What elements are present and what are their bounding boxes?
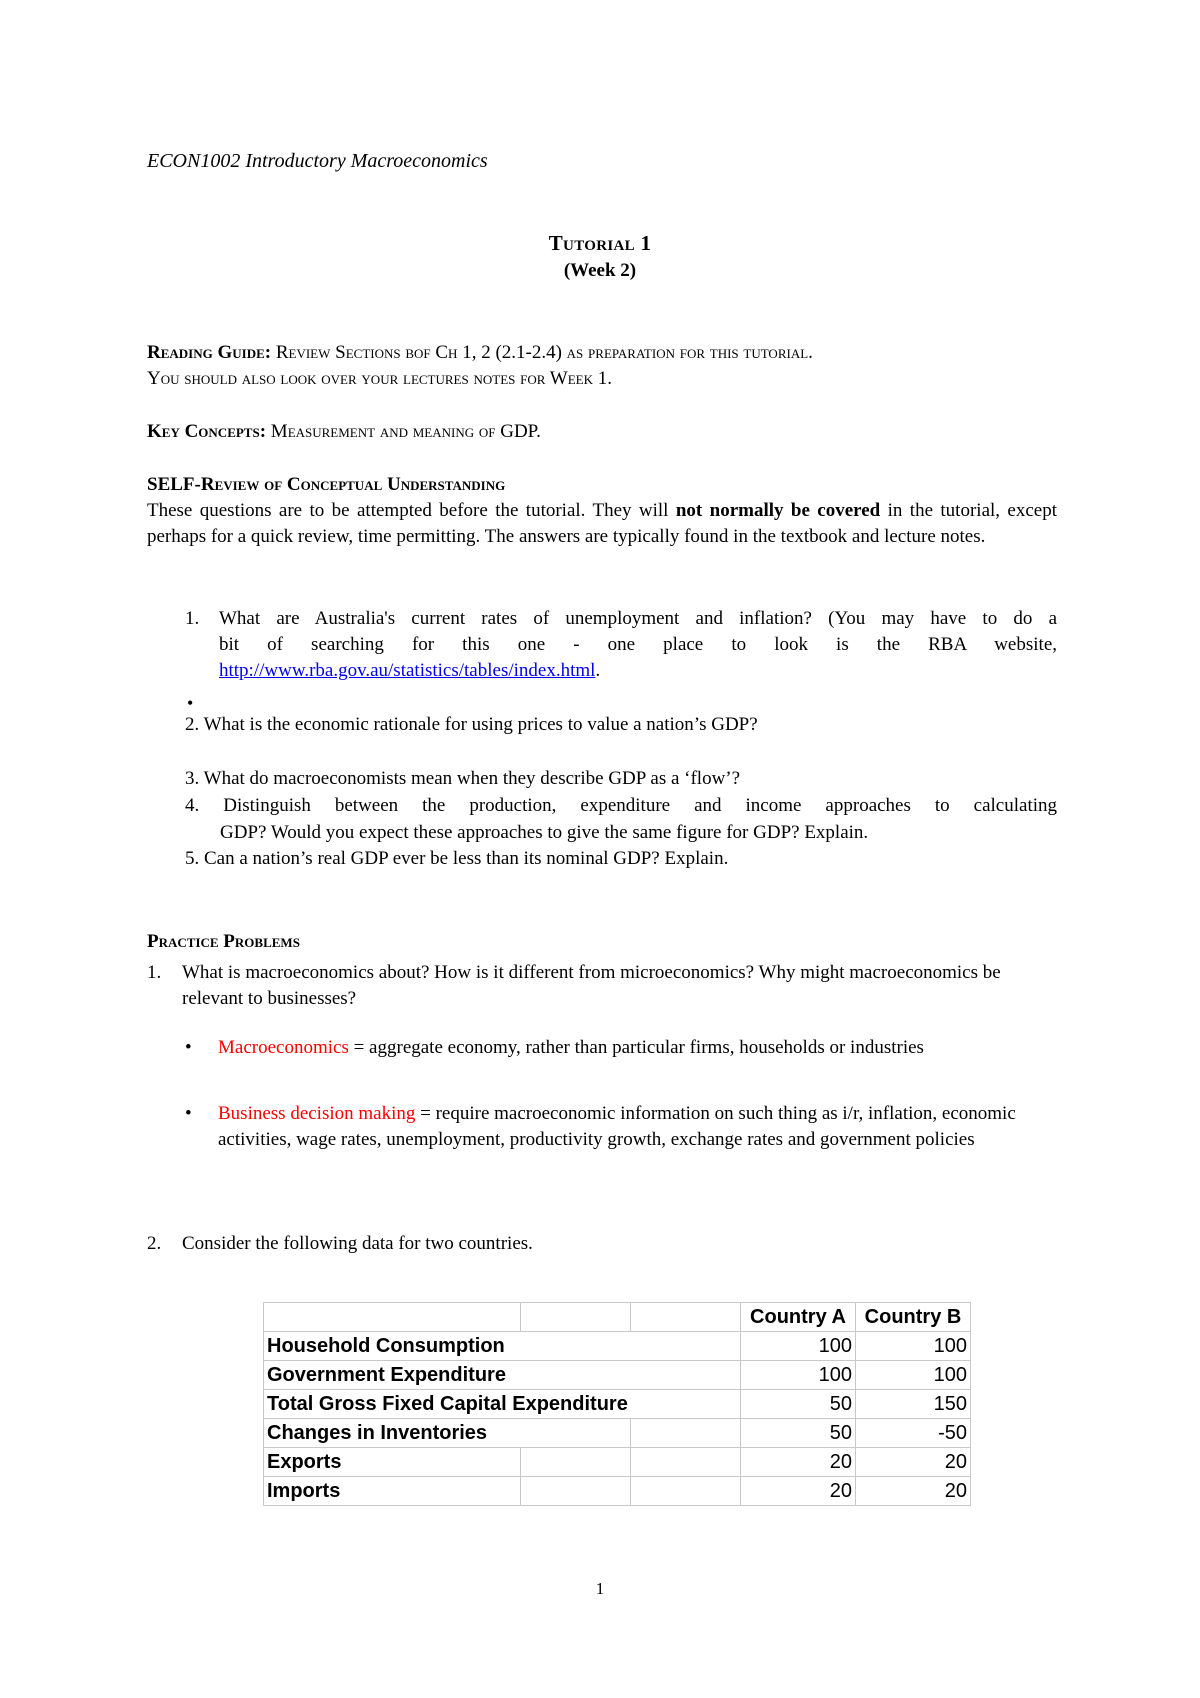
row-label: Government Expenditure <box>264 1361 741 1390</box>
self-review-question-4: 4. Distinguish between the production, expenditure and income approaches to calculating <box>185 795 1057 816</box>
reading-guide-text-2: You should also look over your lectures notes for Week 1. <box>147 368 613 389</box>
country-a-value: 100 <box>741 1332 856 1361</box>
row-label: Total Gross Fixed Capital Expenditure <box>264 1390 741 1419</box>
bullet-text <box>218 1035 1045 1061</box>
row-label: Changes in Inventories <box>264 1419 631 1448</box>
question-1-end: . <box>595 660 601 681</box>
country-b-value: 150 <box>856 1390 971 1419</box>
row-label: Household Consumption <box>264 1332 741 1361</box>
self-review-intro-bold: not normally be covered <box>675 500 881 521</box>
self-review-question-5: 5. Can a nation’s real GDP ever be less than its nominal GDP? Explain. <box>185 848 729 869</box>
self-review-intro-a: These questions are to be attempted before the tutorial. They will <box>147 500 676 521</box>
self-review-section <box>147 472 1057 550</box>
table-row <box>264 1448 971 1477</box>
country-b-value: 100 <box>856 1361 971 1390</box>
self-review-question-2: 2. What is the economic rationale for using prices to value a nation’s GDP? <box>185 714 758 735</box>
question-1-line-2: bit of searching for this one - one place to look is the RBA website, <box>219 634 1057 655</box>
bullet-2-definition: = require macroeconomic information on such thing as i/r, inflation, economic activities, wage rates, unemployment, productivity growth, exchange rates and government policies <box>218 1103 1016 1150</box>
country-a-value: 20 <box>741 1477 856 1506</box>
table-cell <box>521 1477 631 1506</box>
bullet-2-term: Business decision making <box>218 1103 416 1124</box>
tutorial-title: Tutorial 1 <box>548 231 652 255</box>
practice-problems-heading: Practice Problems <box>147 931 300 952</box>
table-cell <box>631 1419 741 1448</box>
self-review-question-3: 3. What do macroeconomists mean when they describe GDP as a ‘flow’? <box>185 768 741 789</box>
country-a-value: 50 <box>741 1390 856 1419</box>
row-label: Imports <box>264 1477 521 1506</box>
question-number: 1. <box>185 608 200 629</box>
table-cell <box>631 1303 741 1332</box>
column-header-country-b: Country B <box>856 1303 971 1332</box>
title-block <box>0 230 1200 284</box>
self-review-heading: SELF-Review of Conceptual Understanding <box>147 474 506 495</box>
self-review-question-4-cont: GDP? Would you expect these approaches to give the same figure for GDP? Explain. <box>220 822 869 843</box>
reading-guide-label: Reading Guide: <box>147 342 272 363</box>
question-1-line-3 <box>219 658 1057 684</box>
row-label: Exports <box>264 1448 521 1477</box>
bullet-1-term: Macroeconomics <box>218 1037 349 1058</box>
question-text <box>219 606 1057 684</box>
country-b-value: -50 <box>856 1419 971 1448</box>
problem-number: 2. <box>147 1233 162 1254</box>
table-header-row <box>264 1303 971 1332</box>
key-concepts <box>147 419 1057 445</box>
country-a-value: 20 <box>741 1448 856 1477</box>
column-header-country-a: Country A <box>741 1303 856 1332</box>
table-row <box>264 1361 971 1390</box>
table-row <box>264 1332 971 1361</box>
week-label: (Week 2) <box>563 260 637 281</box>
table-row <box>264 1390 971 1419</box>
table-cell <box>631 1477 741 1506</box>
table-cell <box>264 1303 521 1332</box>
table-row <box>264 1477 971 1506</box>
table-cell <box>631 1448 741 1477</box>
question-1-line-1: What are Australia's current rates of unemployment and inflation? (You may have to do a <box>219 608 1057 629</box>
table-cell <box>521 1303 631 1332</box>
table-cell <box>521 1448 631 1477</box>
country-a-value: 100 <box>741 1361 856 1390</box>
self-review-intro <box>147 498 1057 550</box>
page-number: 1 <box>595 1579 605 1598</box>
empty-bullet: • <box>187 693 194 713</box>
key-concepts-label: Key Concepts: <box>147 421 267 442</box>
country-b-value: 20 <box>856 1477 971 1506</box>
country-a-value: 50 <box>741 1419 856 1448</box>
bullet-dot: • <box>185 1037 192 1058</box>
problem-number: 1. <box>147 962 162 983</box>
bullet-1-definition: = aggregate economy, rather than particular firms, households or industries <box>348 1037 924 1058</box>
self-review-intro-b: in the tutorial, except perhaps for a quick review, time permitting. The answers are typically found in the textbook and lecture notes. <box>147 500 1057 547</box>
problem-text: Consider the following data for two countries. <box>182 1233 533 1254</box>
bullet-text <box>218 1101 1045 1153</box>
table-row <box>264 1419 971 1448</box>
country-b-value: 20 <box>856 1448 971 1477</box>
course-title: ECON1002 Introductory Macroeconomics <box>147 150 488 172</box>
reading-guide <box>147 340 1057 392</box>
bullet-dot: • <box>185 1103 192 1124</box>
reading-guide-text-1: Review Sections bof Ch 1, 2 (2.1-2.4) as preparation for this tutorial. <box>271 342 813 363</box>
key-concepts-text: Measurement and meaning of GDP. <box>266 421 541 442</box>
problem-text: What is macroeconomics about? How is it different from microeconomics? Why might macroeconomics be relevant to businesses? <box>182 962 1001 1009</box>
rba-link[interactable]: http://www.rba.gov.au/statistics/tables/index.html <box>219 660 596 681</box>
gdp-data-table <box>263 1302 971 1506</box>
country-b-value: 100 <box>856 1332 971 1361</box>
